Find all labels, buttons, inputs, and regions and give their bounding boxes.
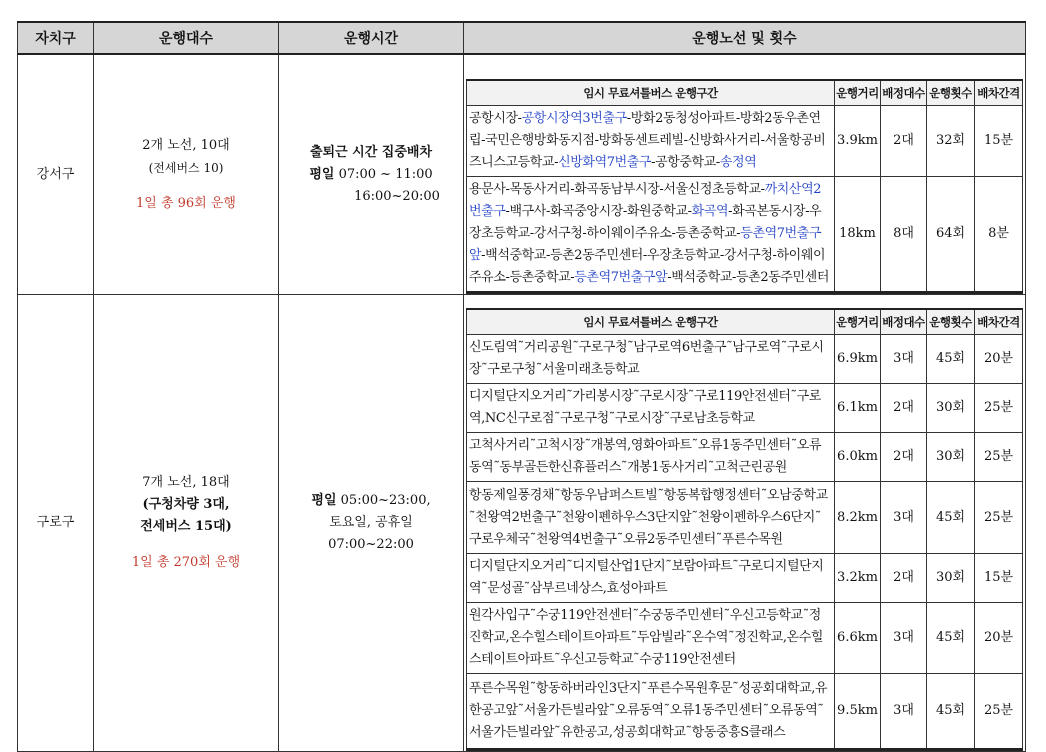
route-buses: 2대 xyxy=(881,433,927,482)
vehicles-detail: 전세버스 15대) xyxy=(140,519,232,534)
route-interval: 25분 xyxy=(975,384,1023,433)
route-interval: 25분 xyxy=(975,433,1023,482)
route-trips: 30회 xyxy=(927,433,975,482)
vehicles-cell xyxy=(94,54,279,295)
header-routes: 운행노선 및 횟수 xyxy=(464,22,1026,54)
vehicles-line: 2개 노선, 10대 xyxy=(142,137,230,153)
route-distance: 8.2km xyxy=(835,482,881,554)
route-stops: 신도림역˜거리공원˜구로구청˜남구로역6번출구˜남구로역˜구로시장˜구로구청˜서울미래초등학교 xyxy=(467,335,835,384)
route-interval: 15분 xyxy=(975,106,1023,177)
route-stops: 디지털단지오거리˜가리봉시장˜구로시장˜구로119안전센터˜구로역,NC신구로점˜구로구청˜구로시장˜구로남초등학교 xyxy=(467,384,835,433)
route-table-gangseo xyxy=(466,79,1023,294)
vehicles-detail: (구청차량 3대, xyxy=(142,497,230,512)
district-row-guro xyxy=(18,295,1026,752)
route-trips: 45회 xyxy=(927,603,975,674)
route-row xyxy=(467,106,1023,177)
vehicles-detail: (전세버스 10) xyxy=(148,160,224,175)
inner-header-distance: 운행거리 xyxy=(835,80,881,106)
route-stops: 용문사-목동사거리-화곡동남부시장-서울신정초등학교-까치산역2번출구-백구사-화곡중앙시장-화원중학교-화곡역-화곡본동시장-우장초등학교-강서구청-하이웨이주유소-등촌중학교-등촌역7번출구앞-백석중학교-등촌2동주민센터-우장초등학교-강서구청-하이웨이주유소-등촌중학교-등촌역7번출구앞-백석중학교-등촌2동주민센터 xyxy=(467,177,835,293)
route-distance: 9.5km xyxy=(835,674,881,750)
route-row xyxy=(467,603,1023,674)
route-stops: 공항시장-공항시장역3번출구-방화2동청성아파트-방화2동우촌연립-국민은행방화동지점-방화동센트레빌-신방화사거리-서울항공비즈니스고등학교-신방화역7번출구-공항중학교-송정역 xyxy=(467,106,835,177)
inner-header-row xyxy=(467,80,1023,106)
inner-header-section: 임시 무료셔틀버스 운행구간 xyxy=(467,309,835,335)
inner-header-section: 임시 무료셔틀버스 운행구간 xyxy=(467,80,835,106)
header-vehicles: 운행대수 xyxy=(94,22,279,54)
route-buses: 2대 xyxy=(881,554,927,603)
inner-header-distance: 운행거리 xyxy=(835,309,881,335)
hours-title: 출퇴근 시간 집중배차 xyxy=(309,144,433,160)
route-buses: 2대 xyxy=(881,106,927,177)
district-row-gangseo xyxy=(18,54,1026,295)
hours-line: 16:00~20:00 xyxy=(354,188,440,204)
district-name: 구로구 xyxy=(18,295,94,752)
route-interval: 8분 xyxy=(975,177,1023,293)
route-distance: 3.9km xyxy=(835,106,881,177)
shuttle-bus-table xyxy=(17,21,1026,752)
route-buses: 3대 xyxy=(881,603,927,674)
route-trips: 32회 xyxy=(927,106,975,177)
hours-cell xyxy=(279,54,464,295)
inner-header-buses: 배정대수 xyxy=(881,309,927,335)
route-trips: 64회 xyxy=(927,177,975,293)
route-distance: 6.0km xyxy=(835,433,881,482)
hours-line: 토요일, 공휴일 xyxy=(329,515,413,530)
inner-header-interval: 배차간격 xyxy=(975,80,1023,106)
route-distance: 18km xyxy=(835,177,881,293)
hours-line: 07:00~22:00 xyxy=(328,537,414,552)
route-interval: 25분 xyxy=(975,674,1023,750)
header-row xyxy=(18,22,1026,54)
inner-header-trips: 운행횟수 xyxy=(927,309,975,335)
district-name: 강서구 xyxy=(18,54,94,295)
route-trips: 45회 xyxy=(927,482,975,554)
route-stops: 디지털단지오거리˜디지털산업1단지˜보람아파트˜구로디지털단지역˜문성골˜삼부르네상스,효성아파트 xyxy=(467,554,835,603)
daily-total: 1일 총 270회 운행 xyxy=(131,555,241,570)
route-interval: 20분 xyxy=(975,603,1023,674)
route-stops: 항동제일풍경채˜항동우남퍼스트빌˜항동복합행정센터˜오남중학교˜천왕역2번출구˜천왕이펜하우스3단지앞˜천왕이펜하우스6단지˜구로우체국˜천왕역4번출구˜오류2동주민센터˜푸른수목원 xyxy=(467,482,835,554)
route-row xyxy=(467,433,1023,482)
route-row xyxy=(467,384,1023,433)
route-stops: 고척사거리˜고척시장˜개봉역,영화아파트˜오류1동주민센터˜오류동역˜동부골든한신휴플러스˜개봉1동사거리˜고척근린공원 xyxy=(467,433,835,482)
route-interval: 15분 xyxy=(975,554,1023,603)
hours-cell xyxy=(279,295,464,752)
route-distance: 3.2km xyxy=(835,554,881,603)
inner-header-interval: 배차간격 xyxy=(975,309,1023,335)
route-buses: 3대 xyxy=(881,335,927,384)
route-row xyxy=(467,335,1023,384)
daily-total: 1일 총 96회 운행 xyxy=(135,195,236,211)
route-row xyxy=(467,554,1023,603)
inner-header-buses: 배정대수 xyxy=(881,80,927,106)
route-row xyxy=(467,674,1023,750)
route-interval: 20분 xyxy=(975,335,1023,384)
route-buses: 3대 xyxy=(881,674,927,750)
route-row xyxy=(467,177,1023,293)
routes-cell xyxy=(464,295,1026,752)
route-stops: 원각사입구˜수궁119안전센터˜수궁동주민센터˜우신고등학교˜정진학교,온수힐스테이트아파트˜두암빌라˜온수역˜정진학교,온수힐스테이트아파트˜우신고등학교˜수궁119안전센터 xyxy=(467,603,835,674)
inner-header-trips: 운행횟수 xyxy=(927,80,975,106)
header-district: 자치구 xyxy=(18,22,94,54)
route-distance: 6.1km xyxy=(835,384,881,433)
route-distance: 6.9km xyxy=(835,335,881,384)
weekday-label: 평일 xyxy=(311,493,337,508)
routes-cell xyxy=(464,54,1026,295)
route-trips: 30회 xyxy=(927,554,975,603)
route-buses: 8대 xyxy=(881,177,927,293)
weekday-label: 평일 xyxy=(309,166,335,182)
vehicles-cell xyxy=(94,295,279,752)
route-row xyxy=(467,482,1023,554)
route-interval: 25분 xyxy=(975,482,1023,554)
route-table-guro xyxy=(466,308,1023,751)
vehicles-line: 7개 노선, 18대 xyxy=(142,475,230,490)
hours-line: 05:00~23:00, xyxy=(340,493,431,508)
hours-line: 07:00 ~ 11:00 xyxy=(338,166,433,182)
inner-header-row xyxy=(467,309,1023,335)
route-trips: 45회 xyxy=(927,674,975,750)
route-buses: 3대 xyxy=(881,482,927,554)
route-trips: 30회 xyxy=(927,384,975,433)
route-buses: 2대 xyxy=(881,384,927,433)
route-distance: 6.6km xyxy=(835,603,881,674)
route-trips: 45회 xyxy=(927,335,975,384)
route-stops: 푸른수목원˜항동하버라인3단지˜푸른수목원후문˜성공회대학교,유한공고앞˜서울가든빌라앞˜오류동역˜오류1동주민센터˜오류동역˜서울가든빌라앞˜유한공고,성공회대학교˜항동중흥S클래스 xyxy=(467,674,835,750)
header-hours: 운행시간 xyxy=(279,22,464,54)
